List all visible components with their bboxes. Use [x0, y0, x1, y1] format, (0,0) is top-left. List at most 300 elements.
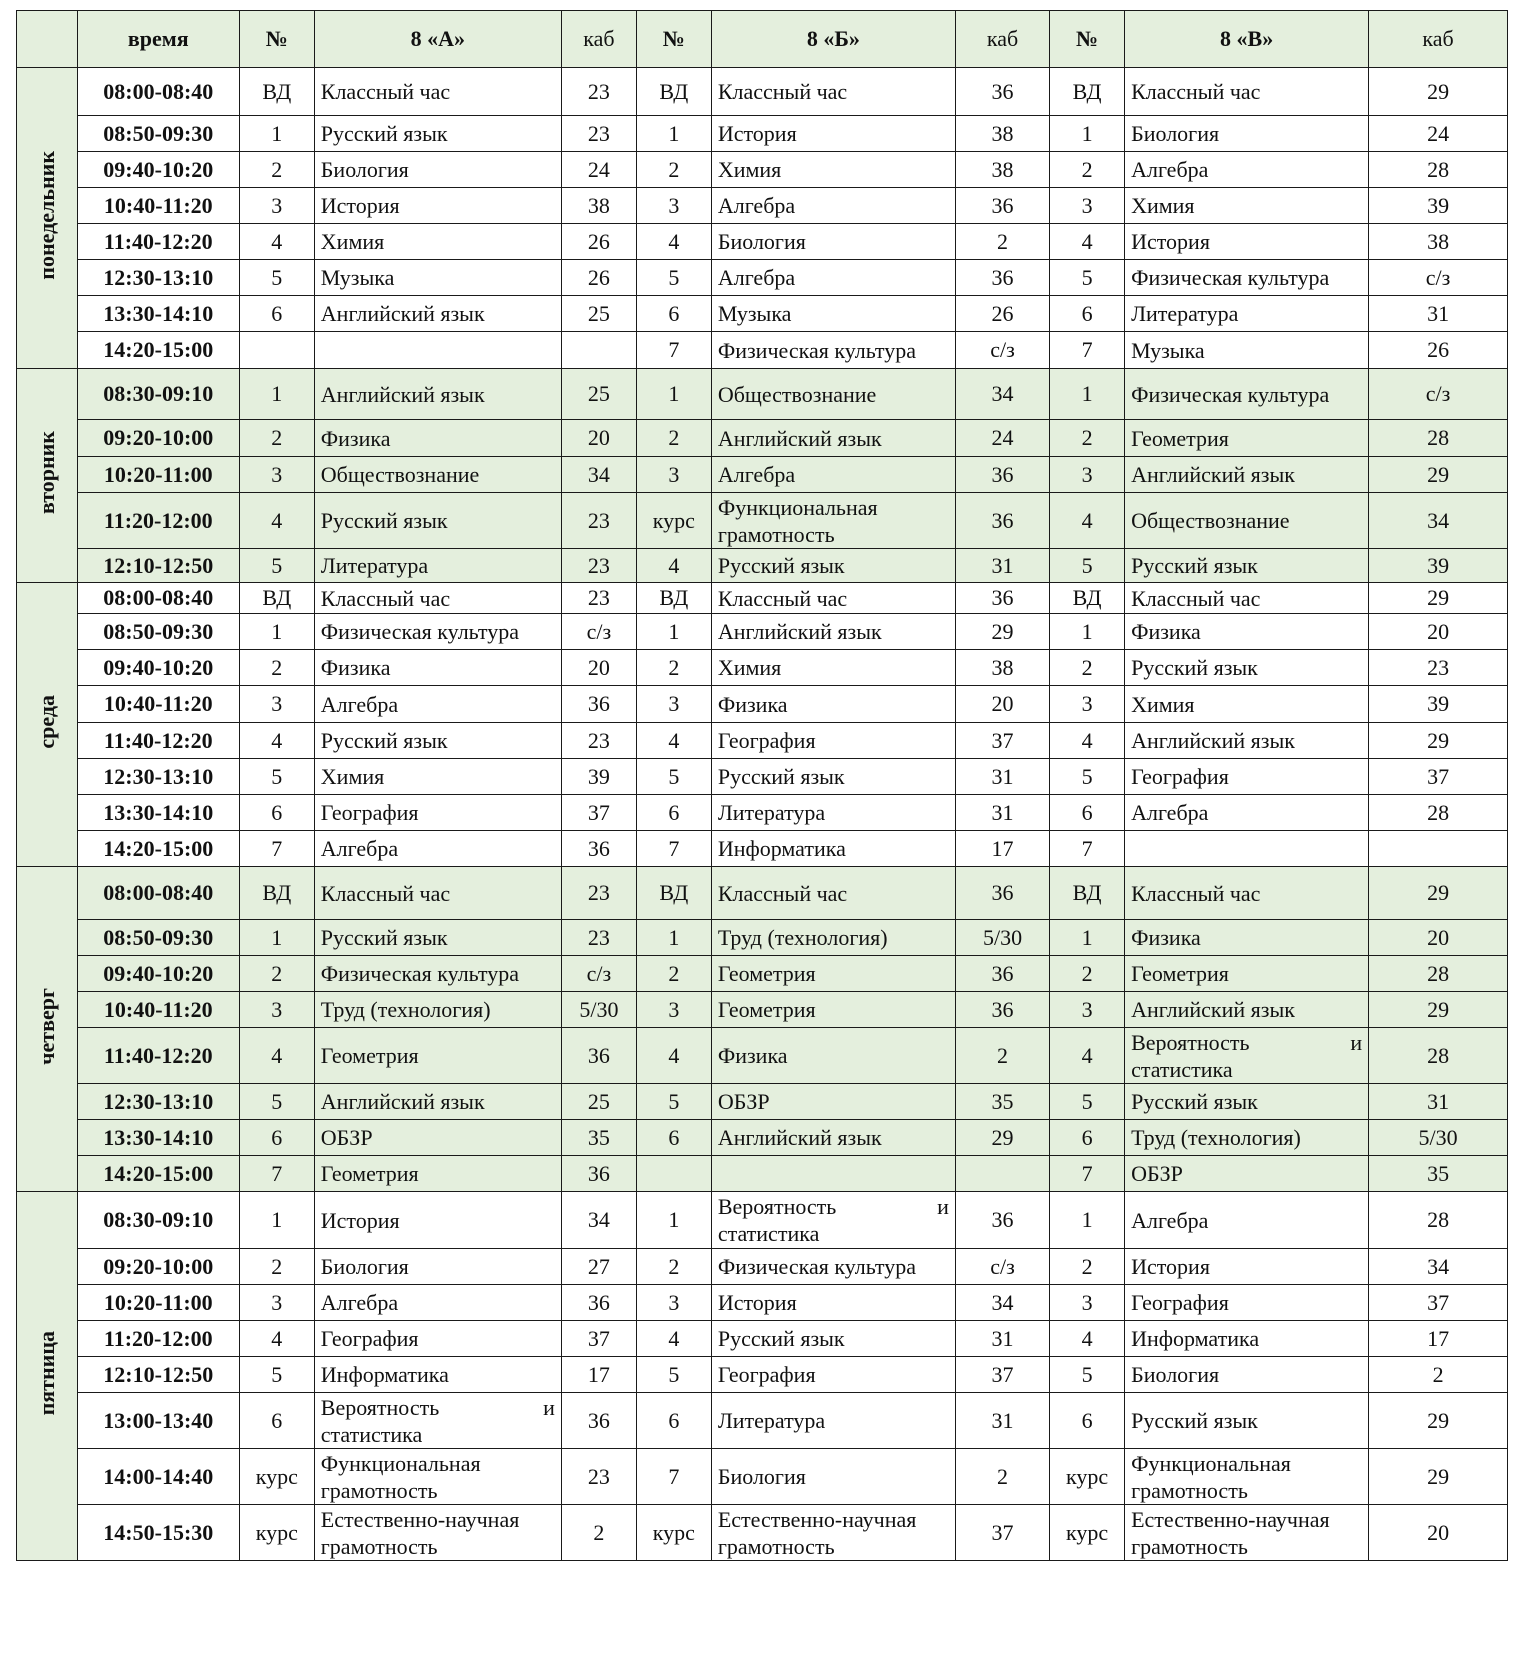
- class-a-subject: [314, 260, 561, 296]
- lesson-time: 12:10-12:50: [77, 1357, 239, 1393]
- subject-text: Геометрия: [320, 1161, 419, 1186]
- class-a-lesson-number: ВД: [239, 68, 314, 116]
- class-a-lesson-number: 5: [239, 1357, 314, 1393]
- class-b-lesson-number: 4: [636, 224, 711, 260]
- class-v-lesson-number: курс: [1050, 1505, 1125, 1561]
- subject-text: Вероятность и статистика: [320, 1394, 555, 1447]
- lesson-time: 09:20-10:00: [77, 420, 239, 457]
- subject-text: Физическая культура: [320, 619, 519, 644]
- lesson-time: 09:20-10:00: [77, 1249, 239, 1285]
- class-v-lesson-number: 1: [1050, 116, 1125, 152]
- class-a-subject: [314, 549, 561, 583]
- class-b-room-number: 36: [955, 867, 1049, 920]
- class-a-room-number: 24: [561, 152, 636, 188]
- class-b-lesson-number: 4: [636, 723, 711, 759]
- table-row: [17, 1249, 1508, 1285]
- class-b-room-number: 36: [955, 1192, 1049, 1249]
- class-v-room-number: 24: [1369, 116, 1508, 152]
- class-b-subject: [711, 956, 955, 992]
- class-a-room-number: 23: [561, 116, 636, 152]
- table-row: [17, 686, 1508, 723]
- subject-text: Русский язык: [1131, 655, 1258, 680]
- class-b-lesson-number: курс: [636, 493, 711, 549]
- subject-text: Функциональная грамотность: [320, 1450, 481, 1503]
- class-v-room-number: 29: [1369, 457, 1508, 493]
- header-room-b: каб: [955, 11, 1049, 68]
- class-b-lesson-number: 3: [636, 686, 711, 723]
- class-v-subject: [1125, 332, 1369, 369]
- subject-text: География: [320, 1326, 419, 1351]
- class-v-subject: [1125, 369, 1369, 420]
- class-v-lesson-number: 3: [1050, 188, 1125, 224]
- class-v-lesson-number: 2: [1050, 420, 1125, 457]
- class-b-room-number: 38: [955, 650, 1049, 686]
- class-b-subject: [711, 1249, 955, 1285]
- subject-text: География: [320, 800, 419, 825]
- class-b-lesson-number: 5: [636, 260, 711, 296]
- table-row: [17, 583, 1508, 614]
- subject-text: Литература: [320, 553, 429, 578]
- class-v-subject: [1125, 686, 1369, 723]
- class-b-room-number: 31: [955, 1393, 1049, 1449]
- lesson-time: 12:30-13:10: [77, 1084, 239, 1120]
- subject-text: Физическая культура: [1131, 381, 1330, 407]
- class-b-subject: [711, 920, 955, 956]
- class-b-room-number: 2: [955, 224, 1049, 260]
- class-v-room-number: 29: [1369, 723, 1508, 759]
- class-v-room-number: 34: [1369, 493, 1508, 549]
- class-a-lesson-number: 6: [239, 296, 314, 332]
- class-b-subject: [711, 1321, 955, 1357]
- class-a-room-number: 25: [561, 296, 636, 332]
- subject-text: География: [1131, 764, 1229, 789]
- class-a-subject: [314, 992, 561, 1028]
- class-v-subject: [1125, 1249, 1369, 1285]
- table-row: [17, 152, 1508, 188]
- class-b-lesson-number: 1: [636, 1192, 711, 1249]
- class-v-room-number: 17: [1369, 1321, 1508, 1357]
- class-b-room-number: 26: [955, 296, 1049, 332]
- table-row: [17, 296, 1508, 332]
- lesson-time: 11:40-12:20: [77, 1028, 239, 1084]
- class-b-room-number: 20: [955, 686, 1049, 723]
- class-a-room-number: 37: [561, 1321, 636, 1357]
- class-v-subject: [1125, 116, 1369, 152]
- class-a-subject: [314, 116, 561, 152]
- subject-text: Русский язык: [717, 1326, 845, 1351]
- subject-text: Русский язык: [717, 764, 845, 789]
- subject-text: Классный час: [717, 880, 848, 906]
- class-a-room-number: 25: [561, 369, 636, 420]
- lesson-time: 09:40-10:20: [77, 956, 239, 992]
- table-row: [17, 1357, 1508, 1393]
- lesson-time: 11:40-12:20: [77, 723, 239, 759]
- class-a-lesson-number: 1: [239, 614, 314, 650]
- class-v-subject: [1125, 549, 1369, 583]
- day-label: [17, 369, 78, 583]
- lesson-time: 12:10-12:50: [77, 549, 239, 583]
- class-v-lesson-number: 2: [1050, 152, 1125, 188]
- subject-text: Классный час: [1131, 585, 1261, 611]
- class-v-subject: [1125, 493, 1369, 549]
- table-row: [17, 723, 1508, 759]
- table-row: [17, 1449, 1508, 1505]
- table-row: [17, 332, 1508, 369]
- lesson-time: 08:30-09:10: [77, 1192, 239, 1249]
- subject-text: Информатика: [1131, 1326, 1260, 1351]
- lesson-time: 14:50-15:30: [77, 1505, 239, 1561]
- class-a-lesson-number: 3: [239, 457, 314, 493]
- class-v-lesson-number: 1: [1050, 614, 1125, 650]
- class-v-subject: [1125, 1192, 1369, 1249]
- class-v-lesson-number: 3: [1050, 457, 1125, 493]
- class-v-subject: [1125, 795, 1369, 831]
- lesson-time: 09:40-10:20: [77, 650, 239, 686]
- class-b-room-number: 38: [955, 152, 1049, 188]
- subject-text: Алгебра: [1131, 1207, 1209, 1233]
- class-b-subject: [711, 1393, 955, 1449]
- class-v-room-number: 20: [1369, 920, 1508, 956]
- subject-text: Химия: [717, 655, 782, 680]
- class-a-lesson-number: 4: [239, 723, 314, 759]
- subject-text: Физика: [320, 425, 391, 451]
- subject-text: Физика: [717, 1043, 788, 1068]
- subject-text: Классный час: [320, 585, 451, 611]
- class-b-lesson-number: 2: [636, 650, 711, 686]
- class-v-lesson-number: 4: [1050, 1321, 1125, 1357]
- class-b-subject: [711, 583, 955, 614]
- table-row: [17, 1084, 1508, 1120]
- class-a-subject: [314, 831, 561, 867]
- class-a-room-number: с/з: [561, 614, 636, 650]
- class-a-lesson-number: 4: [239, 224, 314, 260]
- subject-text: Труд (технология): [1131, 1125, 1301, 1150]
- class-b-lesson-number: 3: [636, 992, 711, 1028]
- header-room-a: каб: [561, 11, 636, 68]
- class-b-subject: [711, 650, 955, 686]
- subject-text: Русский язык: [320, 121, 448, 146]
- class-a-lesson-number: 5: [239, 759, 314, 795]
- class-a-lesson-number: 6: [239, 1120, 314, 1156]
- class-v-room-number: 31: [1369, 296, 1508, 332]
- subject-text: Алгебра: [1131, 800, 1209, 825]
- day-label: [17, 1192, 78, 1561]
- class-b-lesson-number: ВД: [636, 68, 711, 116]
- lesson-time: 08:50-09:30: [77, 614, 239, 650]
- lesson-time: 10:40-11:20: [77, 686, 239, 723]
- class-a-room-number: 23: [561, 867, 636, 920]
- table-row: [17, 188, 1508, 224]
- class-b-subject: [711, 152, 955, 188]
- table-row: [17, 956, 1508, 992]
- class-b-room-number: 36: [955, 493, 1049, 549]
- lesson-time: 11:20-12:00: [77, 1321, 239, 1357]
- class-a-subject: [314, 686, 561, 723]
- lesson-time: 11:20-12:00: [77, 493, 239, 549]
- class-a-lesson-number: 1: [239, 1192, 314, 1249]
- subject-text: Литература: [1131, 301, 1239, 326]
- class-a-subject: [314, 1321, 561, 1357]
- class-a-room-number: 23: [561, 68, 636, 116]
- class-a-subject: [314, 614, 561, 650]
- class-b-room-number: 37: [955, 723, 1049, 759]
- subject-text: Геометрия: [1131, 961, 1229, 986]
- class-a-lesson-number: 5: [239, 549, 314, 583]
- class-v-lesson-number: 1: [1050, 369, 1125, 420]
- class-v-subject: [1125, 457, 1369, 493]
- class-a-lesson-number: ВД: [239, 867, 314, 920]
- subject-text: География: [717, 728, 816, 753]
- class-b-lesson-number: ВД: [636, 867, 711, 920]
- lesson-time: 10:20-11:00: [77, 1285, 239, 1321]
- class-a-subject: [314, 188, 561, 224]
- class-v-subject: [1125, 1321, 1369, 1357]
- class-a-subject: [314, 583, 561, 614]
- class-b-subject: [711, 1505, 955, 1561]
- class-a-room-number: 34: [561, 1192, 636, 1249]
- header-num-b: №: [636, 11, 711, 68]
- subject-text: Английский язык: [717, 619, 882, 644]
- class-a-subject: [314, 1156, 561, 1192]
- class-v-lesson-number: 4: [1050, 224, 1125, 260]
- subject-text: Алгебра: [320, 691, 399, 717]
- class-b-room-number: 36: [955, 457, 1049, 493]
- subject-text: Информатика: [717, 836, 846, 861]
- subject-text: Химия: [1131, 193, 1195, 218]
- subject-text: Алгебра: [1131, 157, 1209, 182]
- class-v-lesson-number: 2: [1050, 650, 1125, 686]
- class-b-room-number: 35: [955, 1084, 1049, 1120]
- class-b-subject: [711, 116, 955, 152]
- class-a-lesson-number: курс: [239, 1505, 314, 1561]
- class-b-subject: [711, 420, 955, 457]
- subject-text: Труд (технология): [717, 925, 888, 950]
- header-num-v: №: [1050, 11, 1125, 68]
- subject-text: Алгебра: [717, 265, 796, 290]
- class-a-subject: [314, 420, 561, 457]
- class-a-lesson-number: 5: [239, 1084, 314, 1120]
- class-a-lesson-number: 4: [239, 1321, 314, 1357]
- subject-text: Русский язык: [320, 925, 448, 950]
- class-v-room-number: 29: [1369, 583, 1508, 614]
- class-v-subject: [1125, 68, 1369, 116]
- class-a-lesson-number: 1: [239, 369, 314, 420]
- lesson-time: 14:00-14:40: [77, 1449, 239, 1505]
- class-b-room-number: 2: [955, 1028, 1049, 1084]
- class-v-subject: [1125, 831, 1369, 867]
- class-v-room-number: 20: [1369, 614, 1508, 650]
- class-b-lesson-number: 4: [636, 1321, 711, 1357]
- subject-text: Обществознание: [320, 462, 480, 487]
- class-v-lesson-number: 6: [1050, 1393, 1125, 1449]
- class-b-lesson-number: 6: [636, 296, 711, 332]
- class-b-lesson-number: [636, 1156, 711, 1192]
- class-a-lesson-number: [239, 332, 314, 369]
- class-a-subject: [314, 1393, 561, 1449]
- table-row: [17, 1321, 1508, 1357]
- class-v-room-number: 35: [1369, 1156, 1508, 1192]
- class-b-lesson-number: ВД: [636, 583, 711, 614]
- class-v-subject: [1125, 650, 1369, 686]
- class-v-subject: [1125, 1084, 1369, 1120]
- table-row: [17, 1156, 1508, 1192]
- class-b-room-number: 2: [955, 1449, 1049, 1505]
- table-row: [17, 759, 1508, 795]
- class-a-room-number: 25: [561, 1084, 636, 1120]
- class-v-lesson-number: 5: [1050, 260, 1125, 296]
- class-v-subject: [1125, 188, 1369, 224]
- day-label: [17, 867, 78, 1192]
- class-b-room-number: 31: [955, 795, 1049, 831]
- subject-text: Химия: [320, 229, 385, 254]
- lesson-time: 13:30-14:10: [77, 296, 239, 332]
- class-v-room-number: 38: [1369, 224, 1508, 260]
- subject-text: Английский язык: [1131, 997, 1295, 1022]
- class-v-subject: [1125, 1393, 1369, 1449]
- class-a-subject: [314, 650, 561, 686]
- class-a-subject: [314, 493, 561, 549]
- lesson-time: 09:40-10:20: [77, 152, 239, 188]
- class-v-subject: [1125, 759, 1369, 795]
- subject-text: Геометрия: [717, 997, 816, 1022]
- header-class-b: 8 «Б»: [711, 11, 955, 68]
- class-a-lesson-number: 7: [239, 831, 314, 867]
- class-a-lesson-number: 5: [239, 260, 314, 296]
- subject-text: История: [717, 121, 797, 146]
- class-a-subject: [314, 1357, 561, 1393]
- class-a-room-number: 2: [561, 1505, 636, 1561]
- table-row: [17, 650, 1508, 686]
- subject-text: Химия: [1131, 691, 1195, 717]
- subject-text: Химия: [717, 157, 782, 182]
- class-v-room-number: 39: [1369, 549, 1508, 583]
- class-a-subject: [314, 1028, 561, 1084]
- header-class-a: 8 «А»: [314, 11, 561, 68]
- class-a-room-number: 23: [561, 920, 636, 956]
- subject-text: Биология: [320, 1254, 409, 1279]
- table-row: [17, 795, 1508, 831]
- class-a-subject: [314, 920, 561, 956]
- subject-text: История: [1131, 229, 1210, 254]
- subject-text: Геометрия: [1131, 425, 1229, 451]
- class-b-lesson-number: 1: [636, 369, 711, 420]
- corner-cell: [17, 11, 78, 68]
- class-a-room-number: 36: [561, 1285, 636, 1321]
- table-row: [17, 1393, 1508, 1449]
- class-v-subject: [1125, 296, 1369, 332]
- lesson-time: 14:20-15:00: [77, 831, 239, 867]
- class-a-room-number: 20: [561, 650, 636, 686]
- lesson-time: 10:40-11:20: [77, 188, 239, 224]
- class-v-subject: [1125, 420, 1369, 457]
- class-b-room-number: 36: [955, 68, 1049, 116]
- class-v-subject: [1125, 583, 1369, 614]
- class-b-subject: [711, 224, 955, 260]
- class-v-subject: [1125, 920, 1369, 956]
- class-a-lesson-number: 3: [239, 686, 314, 723]
- class-a-room-number: 23: [561, 583, 636, 614]
- subject-text: Биология: [1131, 121, 1220, 146]
- lesson-time: 08:00-08:40: [77, 68, 239, 116]
- class-a-room-number: 36: [561, 831, 636, 867]
- class-b-room-number: 17: [955, 831, 1049, 867]
- subject-text: Физика: [1131, 619, 1201, 644]
- class-a-lesson-number: 7: [239, 1156, 314, 1192]
- class-b-lesson-number: 2: [636, 420, 711, 457]
- class-v-lesson-number: 5: [1050, 759, 1125, 795]
- subject-text: Физика: [1131, 925, 1201, 950]
- day-name: вторник: [33, 430, 59, 515]
- class-v-subject: [1125, 867, 1369, 920]
- class-a-subject: [314, 224, 561, 260]
- class-v-room-number: 20: [1369, 1505, 1508, 1561]
- header-time: время: [77, 11, 239, 68]
- class-a-lesson-number: 4: [239, 493, 314, 549]
- class-a-lesson-number: 3: [239, 992, 314, 1028]
- table-row: [17, 260, 1508, 296]
- table-row: [17, 549, 1508, 583]
- class-a-room-number: 39: [561, 759, 636, 795]
- class-v-subject: [1125, 992, 1369, 1028]
- class-b-room-number: 38: [955, 116, 1049, 152]
- header-room-v: каб: [1369, 11, 1508, 68]
- class-b-lesson-number: курс: [636, 1505, 711, 1561]
- class-a-room-number: 36: [561, 1393, 636, 1449]
- class-b-room-number: 31: [955, 759, 1049, 795]
- lesson-time: 12:30-13:10: [77, 759, 239, 795]
- day-name: четверг: [33, 987, 59, 1065]
- class-v-room-number: с/з: [1369, 260, 1508, 296]
- class-a-room-number: 5/30: [561, 992, 636, 1028]
- subject-text: Музыка: [717, 301, 792, 326]
- class-b-lesson-number: 1: [636, 614, 711, 650]
- class-a-lesson-number: ВД: [239, 583, 314, 614]
- class-v-room-number: 34: [1369, 1249, 1508, 1285]
- class-v-room-number: 31: [1369, 1084, 1508, 1120]
- class-v-lesson-number: 4: [1050, 1028, 1125, 1084]
- subject-text: Английский язык: [1131, 728, 1295, 753]
- class-b-subject: [711, 1120, 955, 1156]
- class-a-room-number: 36: [561, 1028, 636, 1084]
- class-v-lesson-number: ВД: [1050, 583, 1125, 614]
- header-num-a: №: [239, 11, 314, 68]
- class-v-lesson-number: 4: [1050, 723, 1125, 759]
- class-a-lesson-number: 4: [239, 1028, 314, 1084]
- class-a-lesson-number: 2: [239, 420, 314, 457]
- header-class-v: 8 «В»: [1125, 11, 1369, 68]
- subject-text: Классный час: [717, 585, 848, 611]
- class-a-room-number: 35: [561, 1120, 636, 1156]
- class-b-room-number: 29: [955, 614, 1049, 650]
- class-b-lesson-number: 2: [636, 956, 711, 992]
- subject-text: Алгебра: [717, 462, 796, 487]
- class-b-room-number: 36: [955, 188, 1049, 224]
- subject-text: Обществознание: [1131, 508, 1290, 533]
- subject-text: История: [1131, 1254, 1210, 1279]
- schedule-table: [16, 10, 1508, 1561]
- subject-text: Вероятность и статистика: [717, 1194, 949, 1246]
- class-b-room-number: 36: [955, 260, 1049, 296]
- subject-text: Биология: [1131, 1362, 1220, 1387]
- class-v-lesson-number: 2: [1050, 956, 1125, 992]
- class-b-subject: [711, 1357, 955, 1393]
- class-a-room-number: 20: [561, 420, 636, 457]
- class-v-room-number: 28: [1369, 420, 1508, 457]
- subject-text: История: [717, 1290, 797, 1315]
- class-a-subject: [314, 152, 561, 188]
- class-v-subject: [1125, 1449, 1369, 1505]
- class-a-room-number: 36: [561, 1156, 636, 1192]
